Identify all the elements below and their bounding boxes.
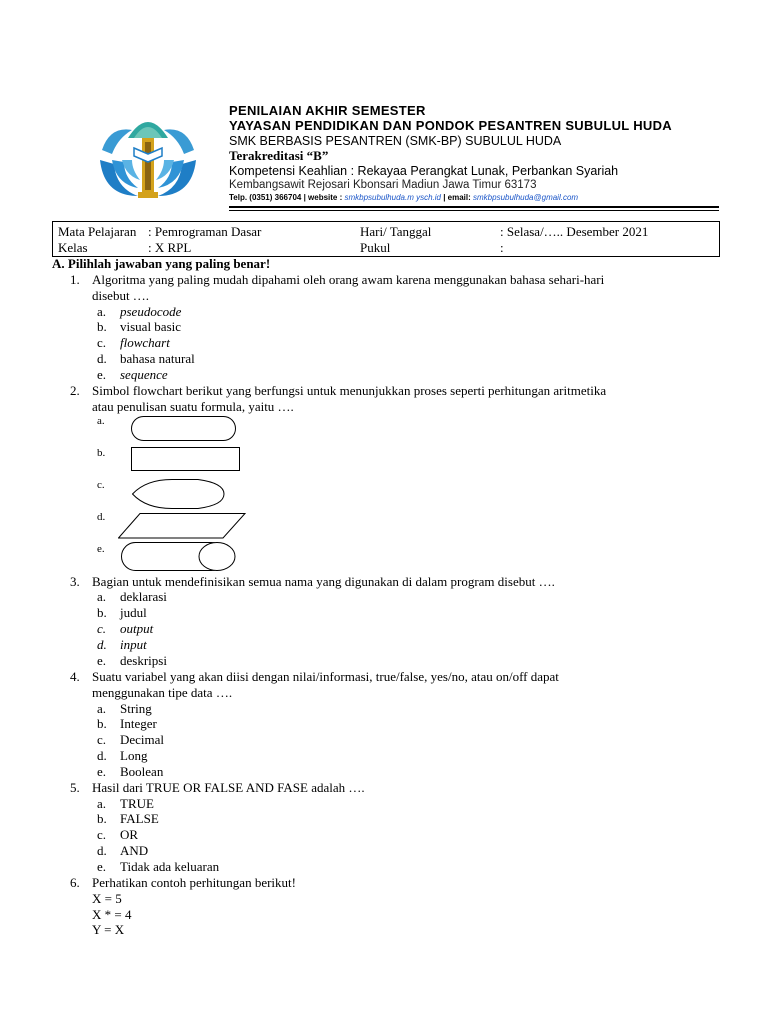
q1-option-letter: b. [97, 319, 107, 334]
q3-option-c[interactable]: output [120, 621, 154, 636]
q1-text-cont: disebut …. [92, 288, 150, 303]
display-symbol[interactable] [132, 479, 228, 514]
q1-option-b[interactable]: visual basic [120, 319, 182, 334]
day-value: : Selasa/….. Desember 2021 [500, 224, 649, 239]
q2-option-letter: e. [97, 543, 105, 555]
subject-label: Mata Pelajaran [58, 224, 137, 239]
q4-number: 4. [70, 669, 80, 684]
header-divider-thin [229, 210, 719, 211]
q1-option-letter: e. [97, 367, 107, 382]
q5-option-letter: d. [97, 843, 107, 858]
q3-option-letter: b. [97, 605, 107, 620]
time-label: Pukul [360, 240, 391, 255]
q4-option-d[interactable]: Long [120, 748, 148, 763]
q1-text: Algoritma yang paling mudah dipahami oleh orang awam karena menggunakan bahasa sehari-hari [92, 272, 605, 287]
q4-option-letter: d. [97, 748, 107, 763]
terminator-symbol[interactable] [131, 416, 237, 447]
time-value: : [500, 240, 504, 255]
email-label: | email: [440, 193, 474, 202]
q2-option-letter: d. [97, 511, 106, 523]
q4-option-letter: c. [97, 732, 107, 747]
process-symbol[interactable] [131, 447, 241, 478]
q2-text-cont: atau penulisan suatu formula, yaitu …. [92, 399, 294, 414]
q4-option-e[interactable]: Boolean [120, 764, 164, 779]
q3-option-e[interactable]: deskripsi [120, 653, 167, 668]
q3-option-letter: a. [97, 589, 107, 604]
q6-code-line: X = 5 [92, 891, 122, 906]
q3-text: Bagian untuk mendefinisikan semua nama yang digunakan di dalam program disebut …. [92, 574, 555, 589]
q4-option-letter: e. [97, 764, 107, 779]
q4-option-a[interactable]: String [120, 701, 152, 716]
q6-code-line: Y = X [92, 922, 125, 937]
day-label: Hari/ Tanggal [360, 224, 432, 239]
q5-option-a[interactable]: TRUE [120, 796, 154, 811]
school-logo [98, 108, 198, 207]
q2-text: Simbol flowchart berikut yang berfungsi untuk menunjukkan proses seperti perhitungan aritmetika [92, 383, 607, 398]
class-label: Kelas [58, 240, 88, 255]
q5-option-letter: c. [97, 827, 107, 842]
q1-option-e[interactable]: sequence [120, 367, 168, 382]
address: Kembangsawit Rejosari Kbonsari Madiun Jawa Timur 63173 [229, 179, 537, 191]
exam-info-box [52, 221, 720, 257]
q1-option-letter: c. [97, 335, 107, 350]
website-link[interactable]: smkbpsubulhuda.m ysch.id [344, 193, 441, 202]
q6-number: 6. [70, 875, 80, 890]
class-value: : X RPL [148, 240, 192, 255]
q3-option-d[interactable]: input [120, 637, 147, 652]
q5-option-d[interactable]: AND [120, 843, 149, 858]
q2-number: 2. [70, 383, 80, 398]
input-output-symbol[interactable] [118, 513, 246, 544]
contact-line [229, 193, 578, 202]
school-name: SMK BERBASIS PESANTREN (SMK-BP) SUBULUL HUDA [229, 134, 562, 148]
subject-value: : Pemrograman Dasar [148, 224, 262, 239]
q5-option-b[interactable]: FALSE [120, 811, 159, 826]
q4-text: Suatu variabel yang akan diisi dengan nilai/informasi, true/false, yes/no, atau on/off dapat [92, 669, 559, 684]
q2-option-letter: c. [97, 479, 105, 491]
q1-number: 1. [70, 272, 80, 287]
q5-option-letter: b. [97, 811, 107, 826]
q2-option-letter: b. [97, 447, 106, 459]
q3-option-b[interactable]: judul [120, 605, 147, 620]
q3-number: 3. [70, 574, 80, 589]
q4-option-letter: a. [97, 701, 107, 716]
header-divider-thick [229, 206, 719, 208]
q5-number: 5. [70, 780, 80, 795]
exam-title: PENILAIAN AKHIR SEMESTER [229, 103, 426, 118]
q1-option-letter: a. [97, 304, 107, 319]
q6-text: Perhatikan contoh perhitungan berikut! [92, 875, 296, 890]
q1-option-letter: d. [97, 351, 107, 366]
q1-option-d[interactable]: bahasa natural [120, 351, 195, 366]
q4-text-cont: menggunakan tipe data …. [92, 685, 233, 700]
q5-option-letter: e. [97, 859, 107, 874]
q4-option-letter: b. [97, 716, 107, 731]
q5-option-letter: a. [97, 796, 107, 811]
q5-text: Hasil dari TRUE OR FALSE AND FASE adalah …. [92, 780, 365, 795]
q3-option-a[interactable]: deklarasi [120, 589, 167, 604]
competency: Kompetensi Keahlian : Rekayaa Perangkat Lunak, Perbankan Syariah [229, 164, 619, 178]
q3-option-letter: c. [97, 621, 107, 636]
q5-option-e[interactable]: Tidak ada keluaran [120, 859, 220, 874]
q3-option-letter: d. [97, 637, 107, 652]
storage-symbol[interactable] [121, 542, 237, 577]
q3-option-letter: e. [97, 653, 107, 668]
q6-code-line: X * = 4 [92, 907, 132, 922]
q1-option-a[interactable]: pseudocode [120, 304, 182, 319]
section-a-heading: A. Pilihlah jawaban yang paling benar! [52, 256, 271, 271]
q2-option-letter: a. [97, 415, 105, 427]
foundation-name: YAYASAN PENDIDIKAN DAN PONDOK PESANTREN SUBULUL HUDA [229, 118, 672, 133]
accreditation: Terakreditasi “B” [229, 148, 329, 163]
q4-option-c[interactable]: Decimal [120, 732, 165, 747]
email-link[interactable]: smkbpsubulhuda@gmail.com [473, 193, 579, 202]
phone-website-label: Telp. (0351) 366704 | website : [229, 193, 345, 202]
q4-option-b[interactable]: Integer [120, 716, 157, 731]
q5-option-c[interactable]: OR [120, 827, 139, 842]
q1-option-c[interactable]: flowchart [120, 335, 170, 350]
